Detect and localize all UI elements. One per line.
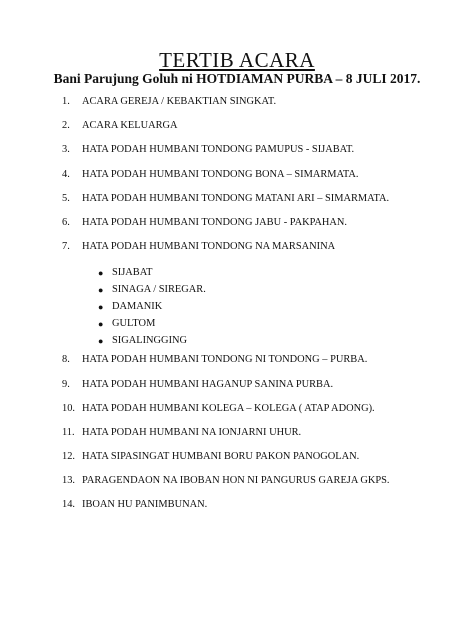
item-number: 12. (62, 451, 75, 463)
list-item (62, 376, 462, 400)
list-item (62, 141, 462, 165)
list-item (62, 117, 462, 141)
sub-list-item (62, 334, 462, 351)
item-text: ACARA KELUARGA (82, 120, 178, 132)
item-number: 6. (62, 216, 70, 228)
item-text: ACARA GEREJA / KEBAKTIAN SINGKAT. (82, 96, 277, 107)
item-number: 10. (62, 402, 75, 414)
bullet-icon: ● (98, 285, 104, 296)
item-number: 7. (62, 241, 70, 253)
list-item (62, 400, 462, 424)
list-item (62, 448, 462, 472)
sub-item-text: GULTOM (112, 318, 156, 330)
item-number: 9. (62, 378, 70, 390)
item-text: PARAGENDAON NA IBOBAN HON NI PANGURUS GAREJA GKPS. (82, 475, 390, 487)
list-item (62, 190, 462, 214)
list-item (62, 424, 462, 448)
item-number: 2. (62, 120, 70, 132)
sub-list-item (62, 266, 462, 283)
agenda-list (62, 93, 462, 521)
bullet-icon: ● (98, 336, 104, 347)
list-item (62, 166, 462, 190)
page-title: TERTIB ACARA (159, 48, 315, 72)
item-number: 4. (62, 168, 70, 180)
item-text: HATA SIPASINGAT HUMBANI BORU PAKON PANOGOLAN. (82, 451, 360, 463)
list-item (62, 472, 462, 496)
item-text: HATA PODAH HUMBANI TONDONG JABU - PAKPAHAN. (82, 216, 348, 228)
item-text: HATA PODAH HUMBANI TONDONG NI TONDONG – PURBA. (82, 354, 368, 366)
item-text: HATA PODAH HUMBANI KOLEGA – KOLEGA ( ATAP ADONG). (82, 402, 375, 414)
item-number: 1. (62, 96, 70, 107)
item-text: HATA PODAH HUMBANI TONDONG NA MARSANINA (82, 241, 336, 253)
item-text: HATA PODAH HUMBANI TONDONG BONA – SIMARMATA. (82, 168, 359, 180)
sub-item-text: SIJABAT (112, 267, 153, 279)
bullet-icon: ● (98, 319, 104, 330)
item-number: 13. (62, 475, 75, 487)
item-number: 14. (62, 499, 75, 511)
sub-list-item (62, 317, 462, 334)
item-number: 3. (62, 144, 70, 156)
sub-item-text: SIGALINGGING (112, 335, 188, 347)
list-item (62, 351, 462, 375)
item-text: HATA PODAH HUMBANI NA IONJARNI UHUR. (82, 426, 302, 438)
sub-item-text: DAMANIK (112, 301, 163, 313)
sub-list-item (62, 300, 462, 317)
sub-list-item (62, 283, 462, 300)
item-number: 11. (62, 426, 75, 438)
list-item (62, 93, 462, 117)
item-number: 8. (62, 354, 70, 366)
list-item (62, 214, 462, 238)
item-text: HATA PODAH HUMBANI HAGANUP SANINA PURBA. (82, 378, 334, 390)
item-text: IBOAN HU PANIMBUNAN. (82, 499, 208, 511)
item-number: 5. (62, 192, 70, 204)
sub-item-text: SINAGA / SIREGAR. (112, 284, 206, 296)
bullet-icon: ● (98, 268, 104, 279)
list-item (62, 238, 462, 262)
list-item (62, 496, 462, 520)
item-text: HATA PODAH HUMBANI TONDONG MATANI ARI – SIMARMATA. (82, 192, 390, 204)
page-subtitle: Bani Parujung Goluh ni HOTDIAMAN PURBA – 8 JULI 2017. (53, 71, 421, 86)
bullet-icon: ● (98, 302, 104, 313)
item-text: HATA PODAH HUMBANI TONDONG PAMUPUS - SIJABAT. (82, 144, 355, 156)
